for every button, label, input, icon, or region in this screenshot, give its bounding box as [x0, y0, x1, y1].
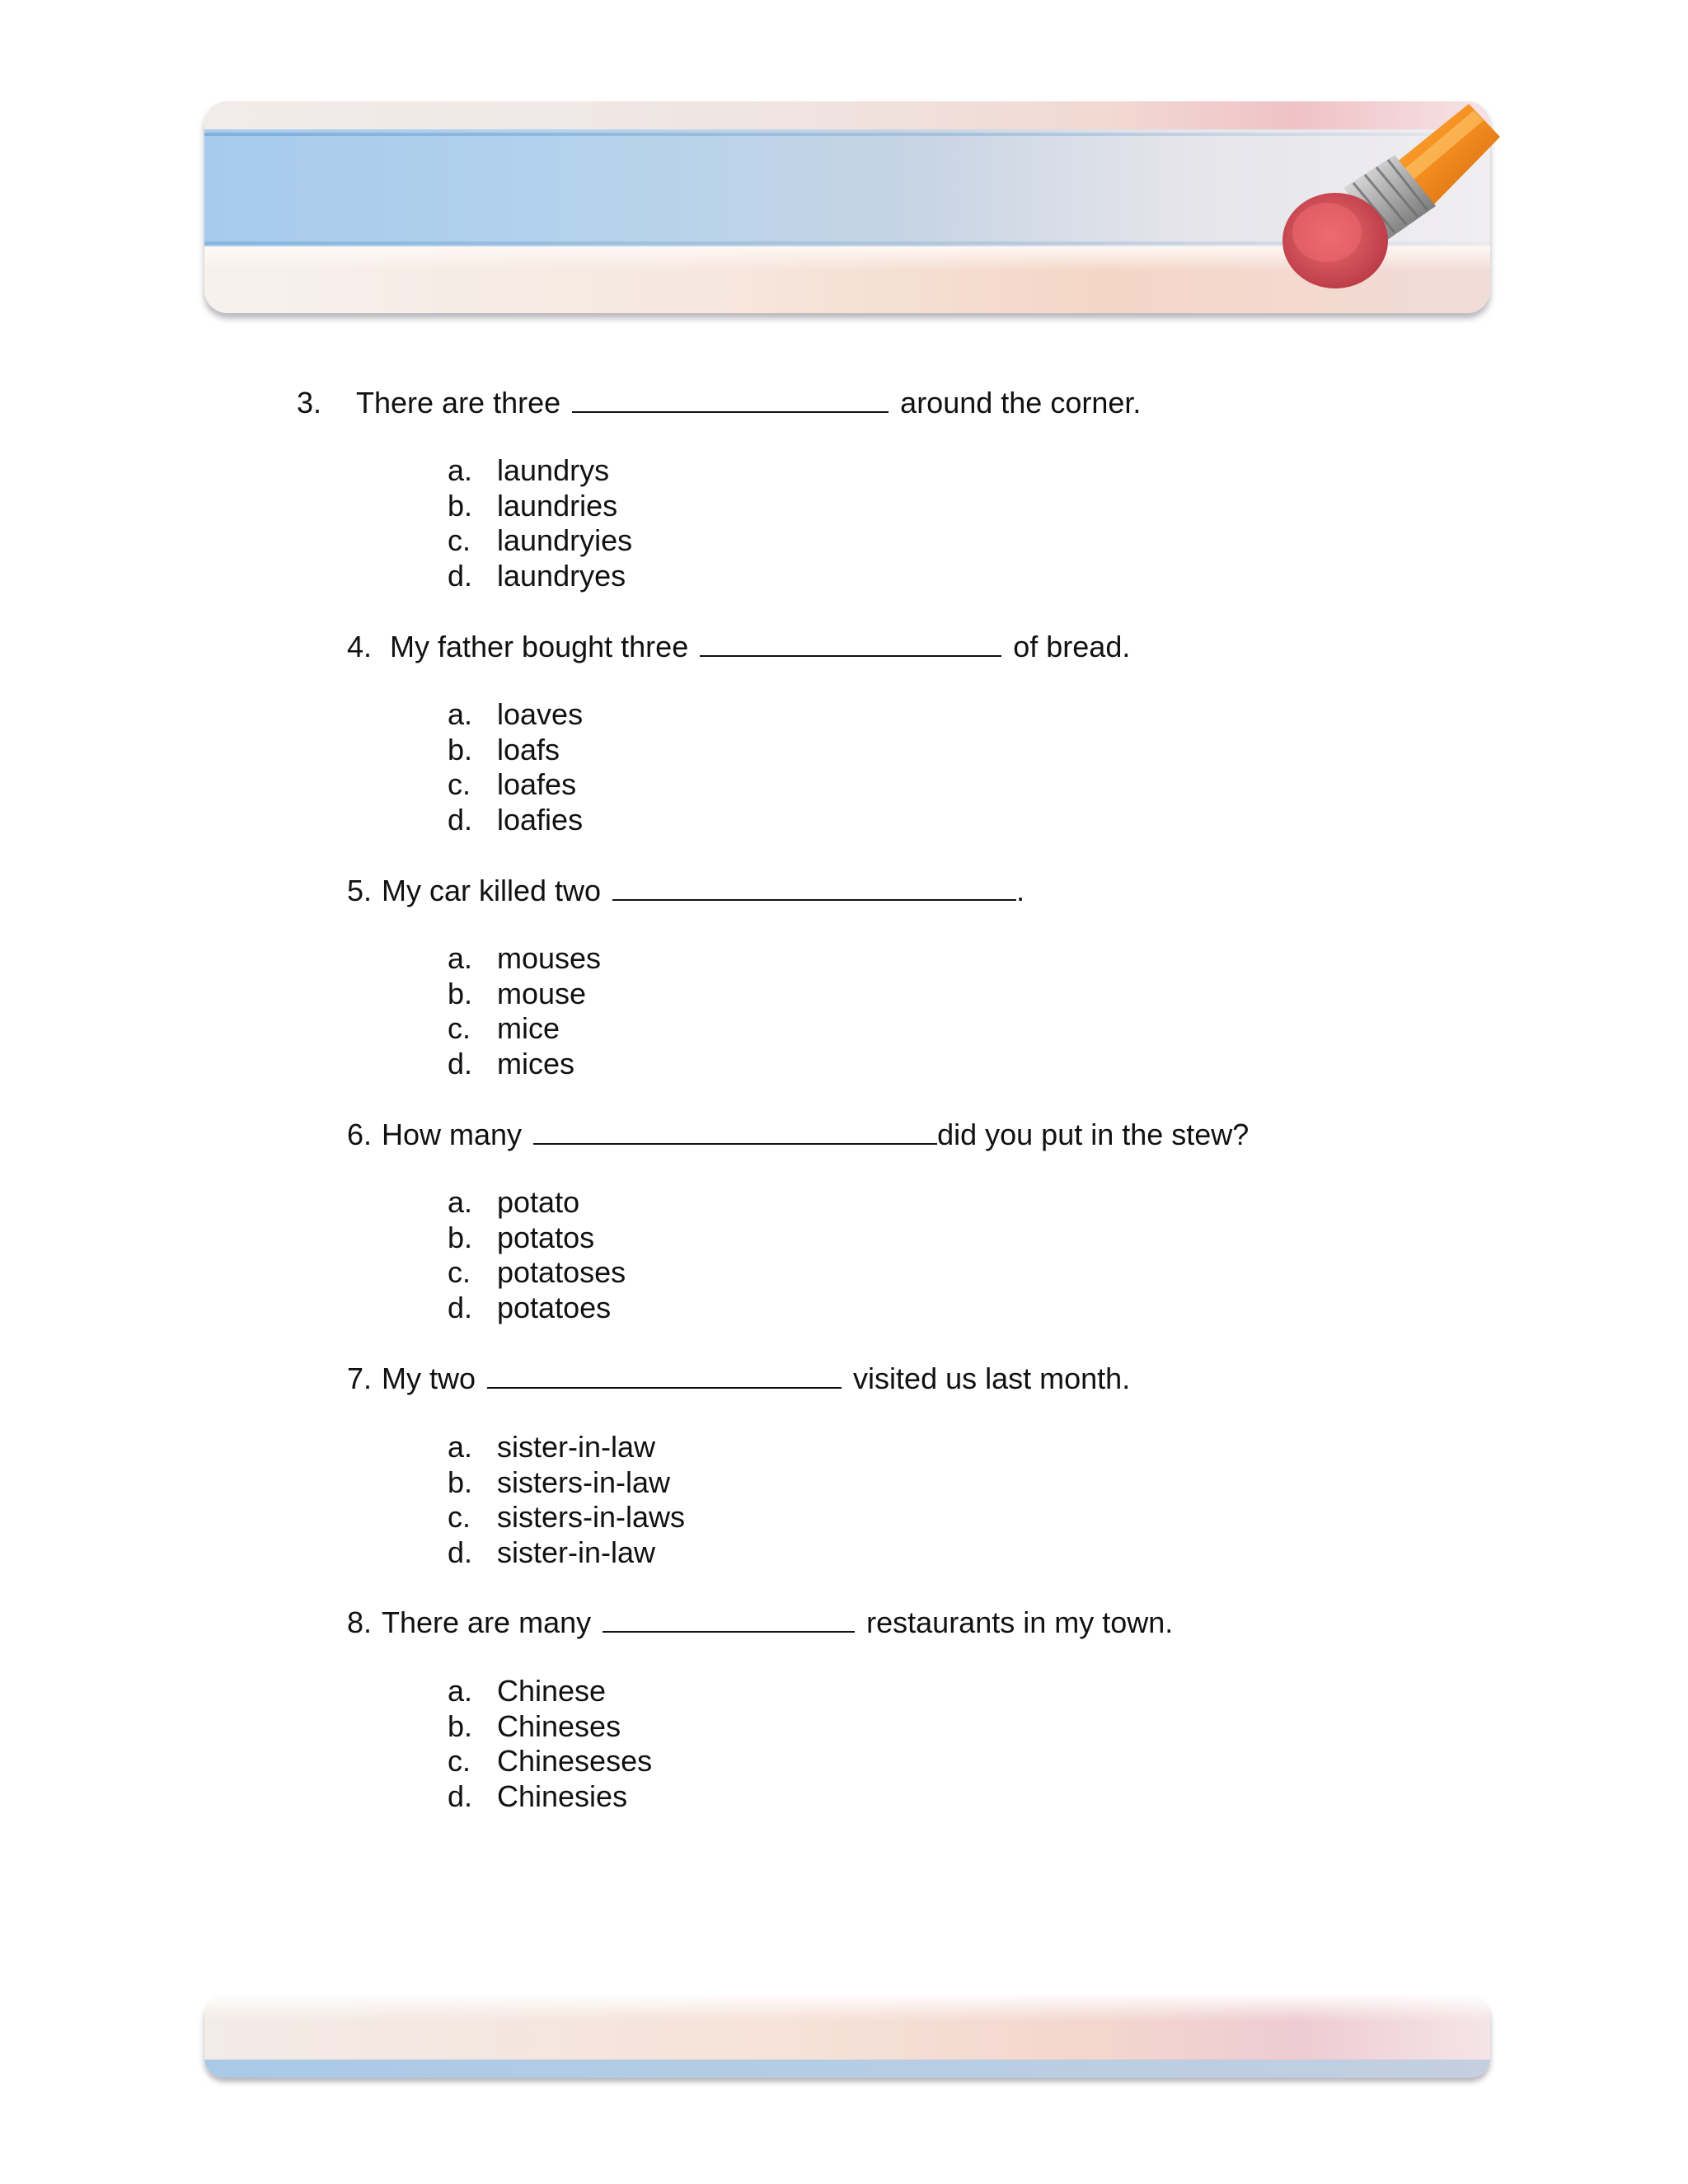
option-text: Chinesies [497, 1779, 628, 1813]
question-text-after: did you put in the stew? [937, 1118, 1250, 1151]
question-number: 8. [347, 1605, 373, 1639]
option-text: loafs [497, 732, 560, 766]
option-text: sister-in-law [497, 1430, 656, 1464]
options-list [448, 1430, 685, 1570]
option-letter: d. [448, 1535, 473, 1569]
question-text-before: My car killed two [382, 874, 602, 907]
option-c [448, 1011, 601, 1047]
option-text: sisters-in-law [497, 1465, 671, 1499]
option-text: mice [497, 1011, 560, 1045]
option-text: loaves [497, 697, 584, 731]
option-letter: a. [448, 1674, 473, 1708]
question-text-before: There are three [356, 386, 561, 419]
footer-banner [204, 1997, 1490, 2078]
answer-blank [572, 383, 889, 413]
option-text: mouses [497, 941, 602, 975]
option-letter: d. [448, 558, 473, 593]
question-number: 7. [347, 1361, 373, 1395]
option-text: sister-in-law [497, 1535, 656, 1569]
option-letter: c. [448, 1500, 471, 1534]
option-c [448, 1744, 652, 1779]
option-letter: a. [448, 697, 473, 731]
option-c [448, 523, 632, 559]
option-a [448, 1185, 626, 1221]
option-text: laundryies [497, 523, 633, 557]
option-d [448, 1779, 652, 1815]
option-text: laundryes [497, 558, 626, 593]
option-text: loafes [497, 767, 577, 801]
options-list [448, 453, 632, 593]
option-d [448, 1291, 626, 1326]
option-c [448, 1500, 685, 1535]
option-letter: d. [448, 1046, 473, 1080]
answer-blank [612, 871, 1016, 901]
options-list [448, 697, 583, 837]
question-text-after: . [1016, 874, 1025, 907]
answer-blank [700, 627, 1001, 657]
option-letter: b. [448, 1708, 473, 1743]
option-a [448, 941, 601, 977]
option-b [448, 733, 583, 768]
option-b [448, 489, 632, 524]
options-list [448, 1674, 652, 1814]
option-c [448, 1255, 626, 1291]
option-text: laundrys [497, 453, 610, 487]
answer-blank [487, 1359, 842, 1389]
option-c [448, 767, 583, 803]
option-d [448, 803, 583, 838]
option-text: mices [497, 1046, 575, 1080]
question-text-before: There are many [382, 1605, 592, 1639]
option-text: Chineseses [497, 1744, 653, 1778]
question-number: 3. [297, 386, 322, 419]
question-text-after: restaurants in my town. [866, 1605, 1174, 1639]
option-text: loafies [497, 802, 584, 837]
option-a [448, 1430, 685, 1465]
question-6 [347, 1115, 1249, 1153]
option-b [448, 977, 601, 1012]
option-letter: c. [448, 1744, 471, 1778]
option-d [448, 1047, 601, 1082]
question-number: 5. [347, 874, 373, 907]
option-text: laundries [497, 488, 618, 523]
option-a [448, 1674, 652, 1709]
option-letter: a. [448, 941, 473, 975]
options-list [448, 941, 601, 1081]
option-letter: a. [448, 453, 473, 487]
option-letter: b. [448, 1465, 473, 1499]
question-number: 4. [347, 630, 373, 663]
option-text: Chineses [497, 1708, 621, 1743]
option-b [448, 1465, 685, 1501]
question-text-before: How many [382, 1118, 523, 1151]
question-3 [297, 383, 1141, 421]
option-text: potato [497, 1185, 580, 1219]
option-letter: b. [448, 976, 473, 1010]
option-letter: c. [448, 1011, 471, 1045]
option-letter: d. [448, 1290, 473, 1324]
question-text-after: of bread. [1013, 630, 1131, 663]
banner-stripe-blue [204, 2060, 1490, 2078]
option-text: potatoses [497, 1255, 626, 1289]
answer-blank [603, 1603, 855, 1633]
option-letter: c. [448, 523, 471, 557]
option-text: sisters-in-laws [497, 1500, 686, 1534]
question-text-after: visited us last month. [853, 1361, 1131, 1395]
question-text-after: around the corner. [900, 386, 1142, 419]
question-text-before: My two [382, 1361, 476, 1395]
option-letter: b. [448, 732, 473, 766]
option-letter: c. [448, 1255, 471, 1289]
option-text: potatos [497, 1220, 595, 1254]
option-letter: b. [448, 488, 473, 523]
options-list [448, 1185, 626, 1325]
option-text: Chinese [497, 1674, 607, 1708]
option-text: mouse [497, 976, 587, 1010]
question-7 [347, 1359, 1130, 1397]
option-letter: d. [448, 802, 473, 837]
option-letter: a. [448, 1185, 473, 1219]
option-b [448, 1221, 626, 1256]
option-letter: d. [448, 1779, 473, 1813]
option-a [448, 453, 632, 489]
option-letter: b. [448, 1220, 473, 1254]
answer-blank [533, 1115, 937, 1145]
question-5 [347, 871, 1025, 909]
option-letter: c. [448, 767, 471, 801]
question-4 [347, 627, 1130, 665]
option-d [448, 1535, 685, 1571]
option-text: potatoes [497, 1290, 612, 1324]
option-d [448, 559, 632, 594]
question-8 [347, 1603, 1173, 1641]
banner-shine [204, 1997, 1490, 2022]
option-letter: a. [448, 1430, 473, 1464]
question-text-before: My father bought three [390, 630, 689, 663]
option-b [448, 1709, 652, 1745]
question-number: 6. [347, 1118, 373, 1151]
option-a [448, 697, 583, 733]
